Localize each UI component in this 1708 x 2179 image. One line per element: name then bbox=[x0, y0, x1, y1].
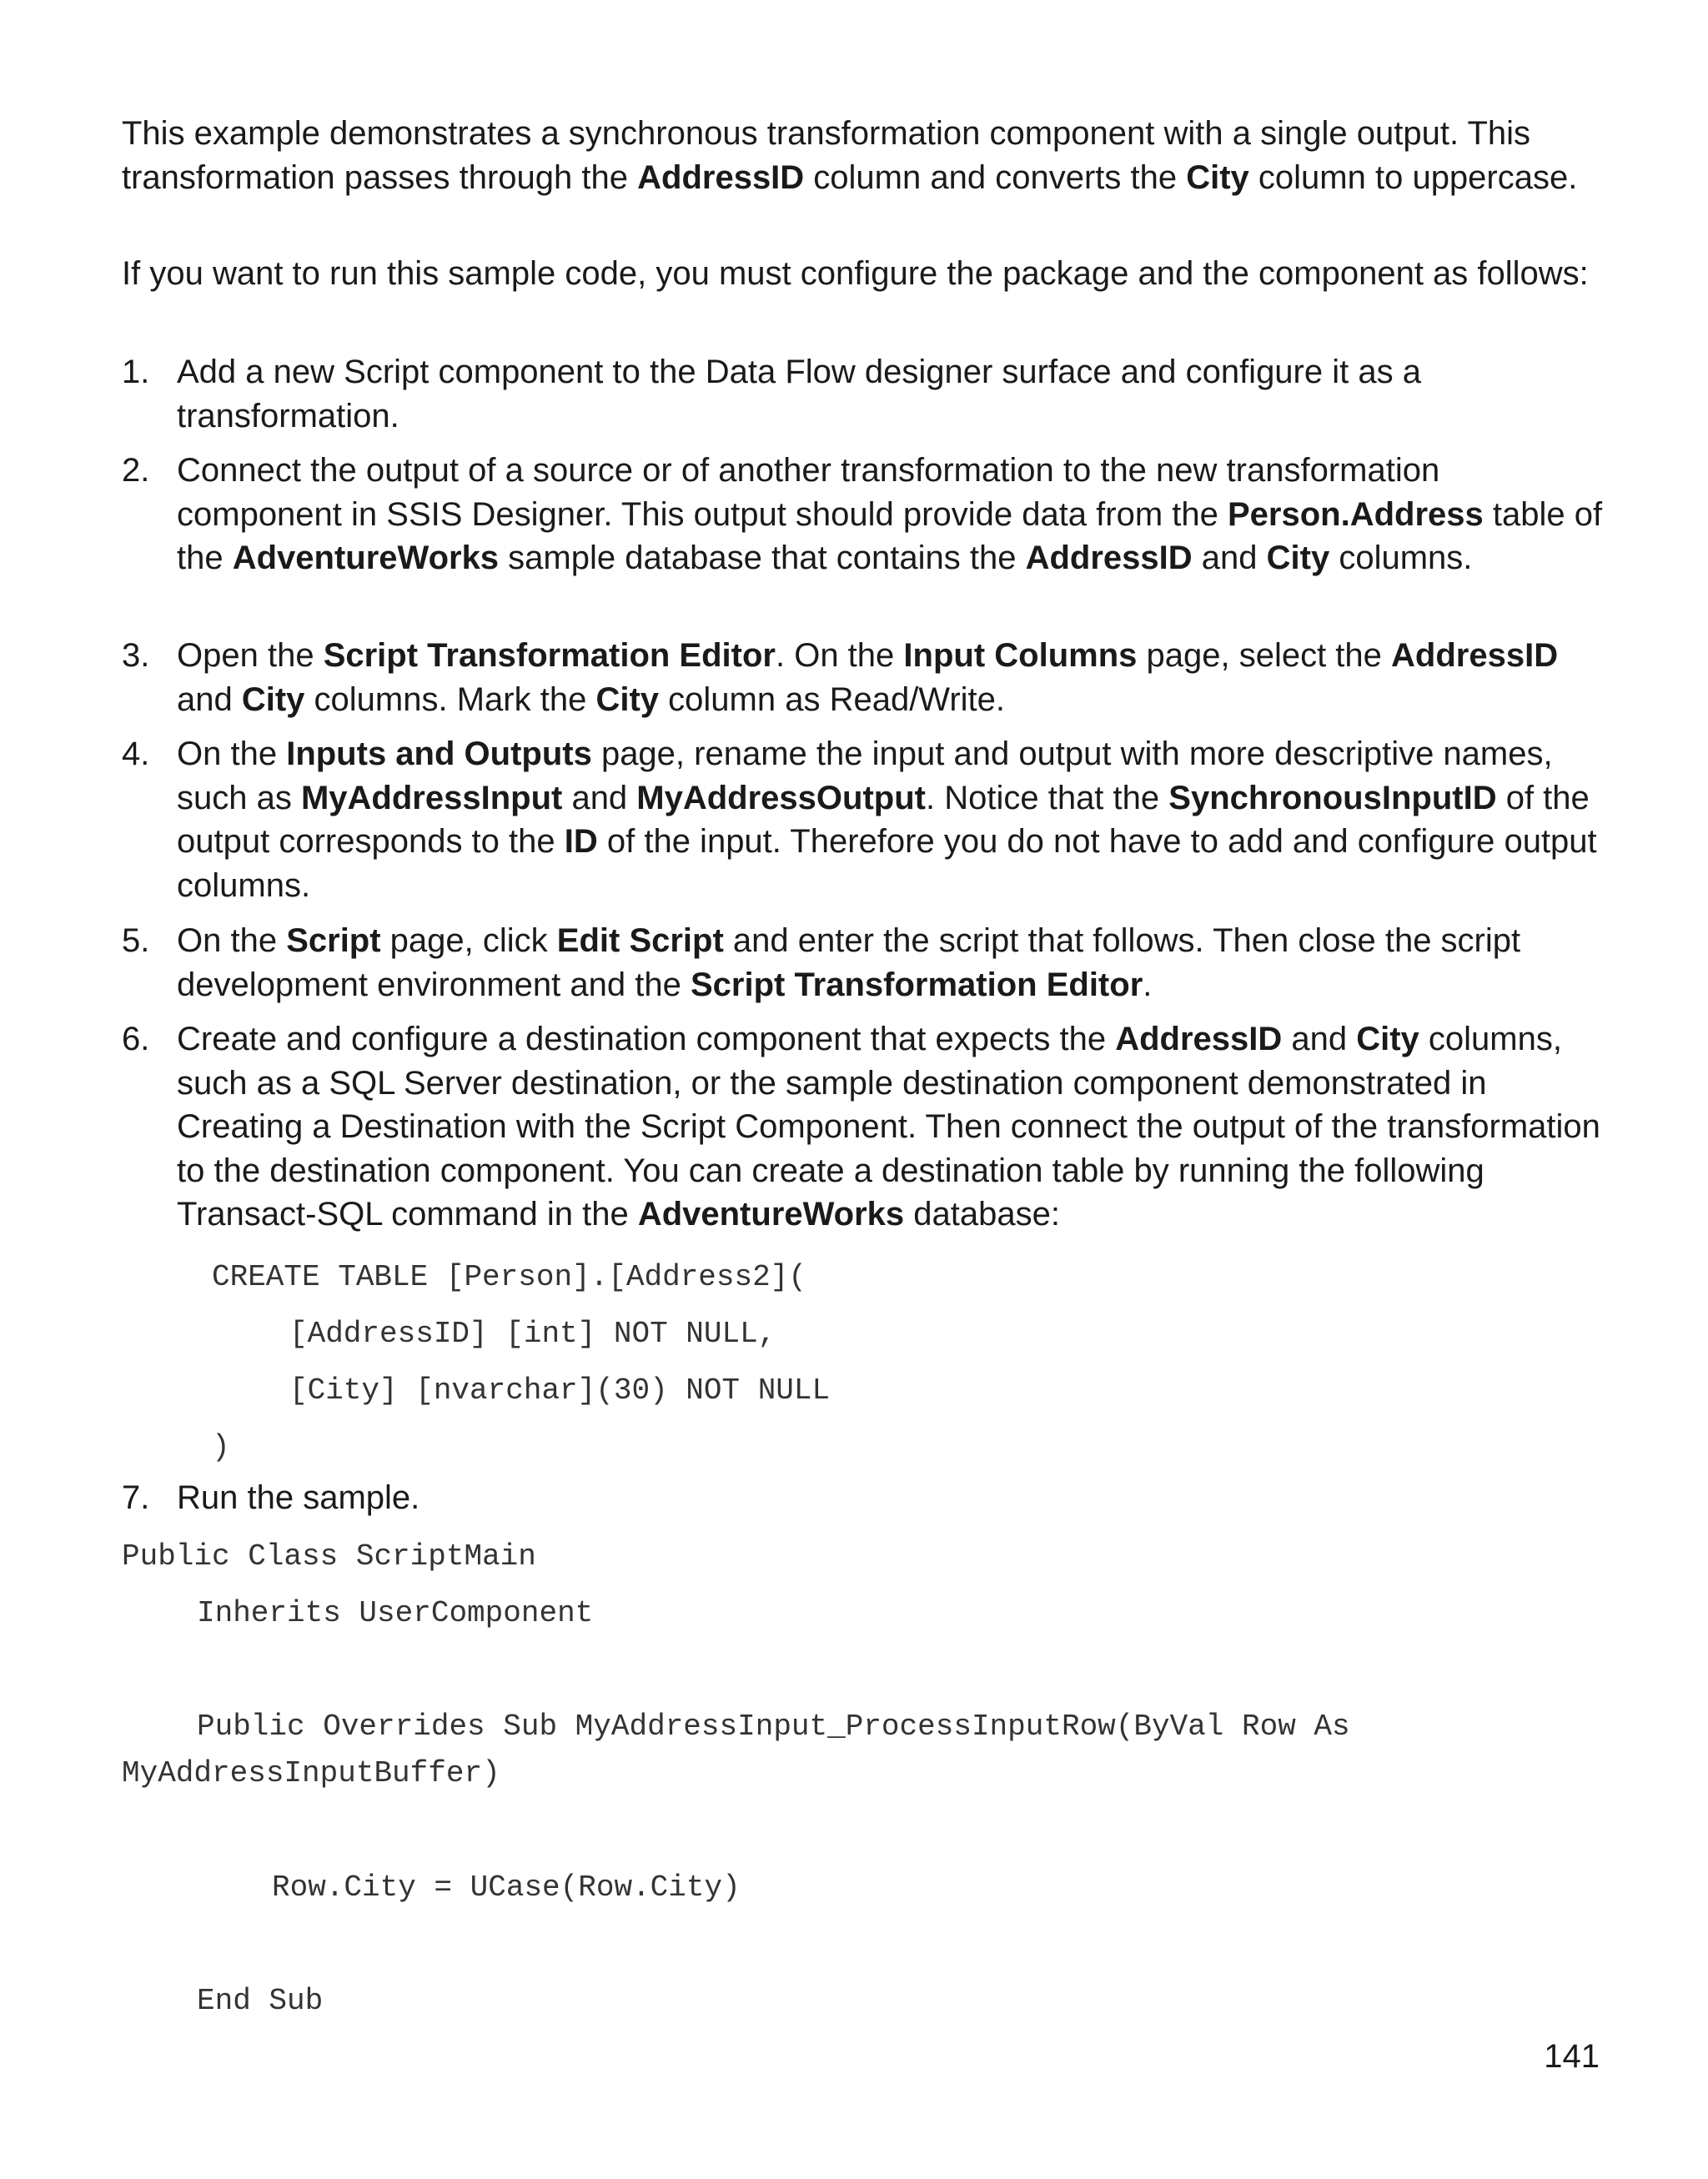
step-text: On the Inputs and Outputs page, rename the input and output with more descriptive names, such as MyAddressInput and MyAddressOutput. Notice that the SynchronousInputID of the output corresponds to the ID of the input. Therefore you do not have to add and configure output columns. bbox=[177, 736, 1597, 904]
text-run: column to uppercase. bbox=[1248, 158, 1578, 196]
sql-code-line: CREATE TABLE [Person].[Address2]( bbox=[212, 1260, 806, 1294]
step-text: Create and configure a destination component that expects the AddressID and City columns, such as a SQL Server destination, or the sample destination component demonstrated in Creating a Destination with the Script Component. Then connect the output of the transformation to the destination component. You can create a destination table by running the following Transact-SQL command in the AdventureWorks database: bbox=[177, 1021, 1600, 1233]
step-number: 6. bbox=[122, 1021, 150, 1057]
text-run: column and converts the bbox=[804, 158, 1187, 196]
step-text: Add a new Script component to the Data Flow designer surface and configure it as a transformation. bbox=[177, 354, 1421, 434]
step-number: 2. bbox=[122, 452, 150, 489]
bold-term: AddressID bbox=[637, 158, 805, 196]
vb-code-line: End Sub bbox=[197, 1984, 324, 2018]
step-number: 7. bbox=[122, 1479, 150, 1516]
step-text: Connect the output of a source or of another transformation to the new transformation component in SSIS Designer. This output should provide data from the Person.Address table of the AdventureWorks sample database that contains the AddressID and City columns. bbox=[177, 452, 1603, 576]
step-text: On the Script page, click Edit Script and enter the script that follows. Then close the script development environment and the Script Transformation Editor. bbox=[177, 922, 1521, 1003]
text-run: This example demonstrates a synchronous transformation component with a single output. This transformation passes through the bbox=[122, 115, 1531, 196]
vb-code-line: Inherits UserComponent bbox=[197, 1596, 594, 1630]
sql-code-line: ) bbox=[212, 1430, 230, 1464]
config-intro-paragraph: If you want to run this sample code, you must configure the package and the component as follows: bbox=[122, 255, 1589, 292]
bold-term: City bbox=[1186, 158, 1249, 196]
step-number: 3. bbox=[122, 637, 150, 674]
sql-code-line: [AddressID] [int] NOT NULL, bbox=[289, 1317, 776, 1351]
step-text: Open the Script Transformation Editor. On the Input Columns page, select the AddressID and City columns. Mark the City column as Read/Write. bbox=[177, 637, 1559, 718]
vb-code-line: MyAddressInputBuffer) bbox=[122, 1756, 500, 1790]
step-number: 5. bbox=[122, 922, 150, 959]
step-text: Run the sample. bbox=[177, 1479, 420, 1516]
step-number: 4. bbox=[122, 736, 150, 772]
vb-code-line: Public Class ScriptMain bbox=[122, 1539, 536, 1574]
sql-code-line: [City] [nvarchar](30) NOT NULL bbox=[289, 1373, 831, 1408]
page-number: 141 bbox=[1544, 2038, 1600, 2075]
step-number: 1. bbox=[122, 354, 150, 390]
vb-code-line: Public Overrides Sub MyAddressInput_ProcessInputRow(ByVal Row As bbox=[197, 1710, 1350, 1744]
intro-paragraph bbox=[122, 112, 1606, 199]
vb-code-line: Row.City = UCase(Row.City) bbox=[272, 1870, 741, 1905]
